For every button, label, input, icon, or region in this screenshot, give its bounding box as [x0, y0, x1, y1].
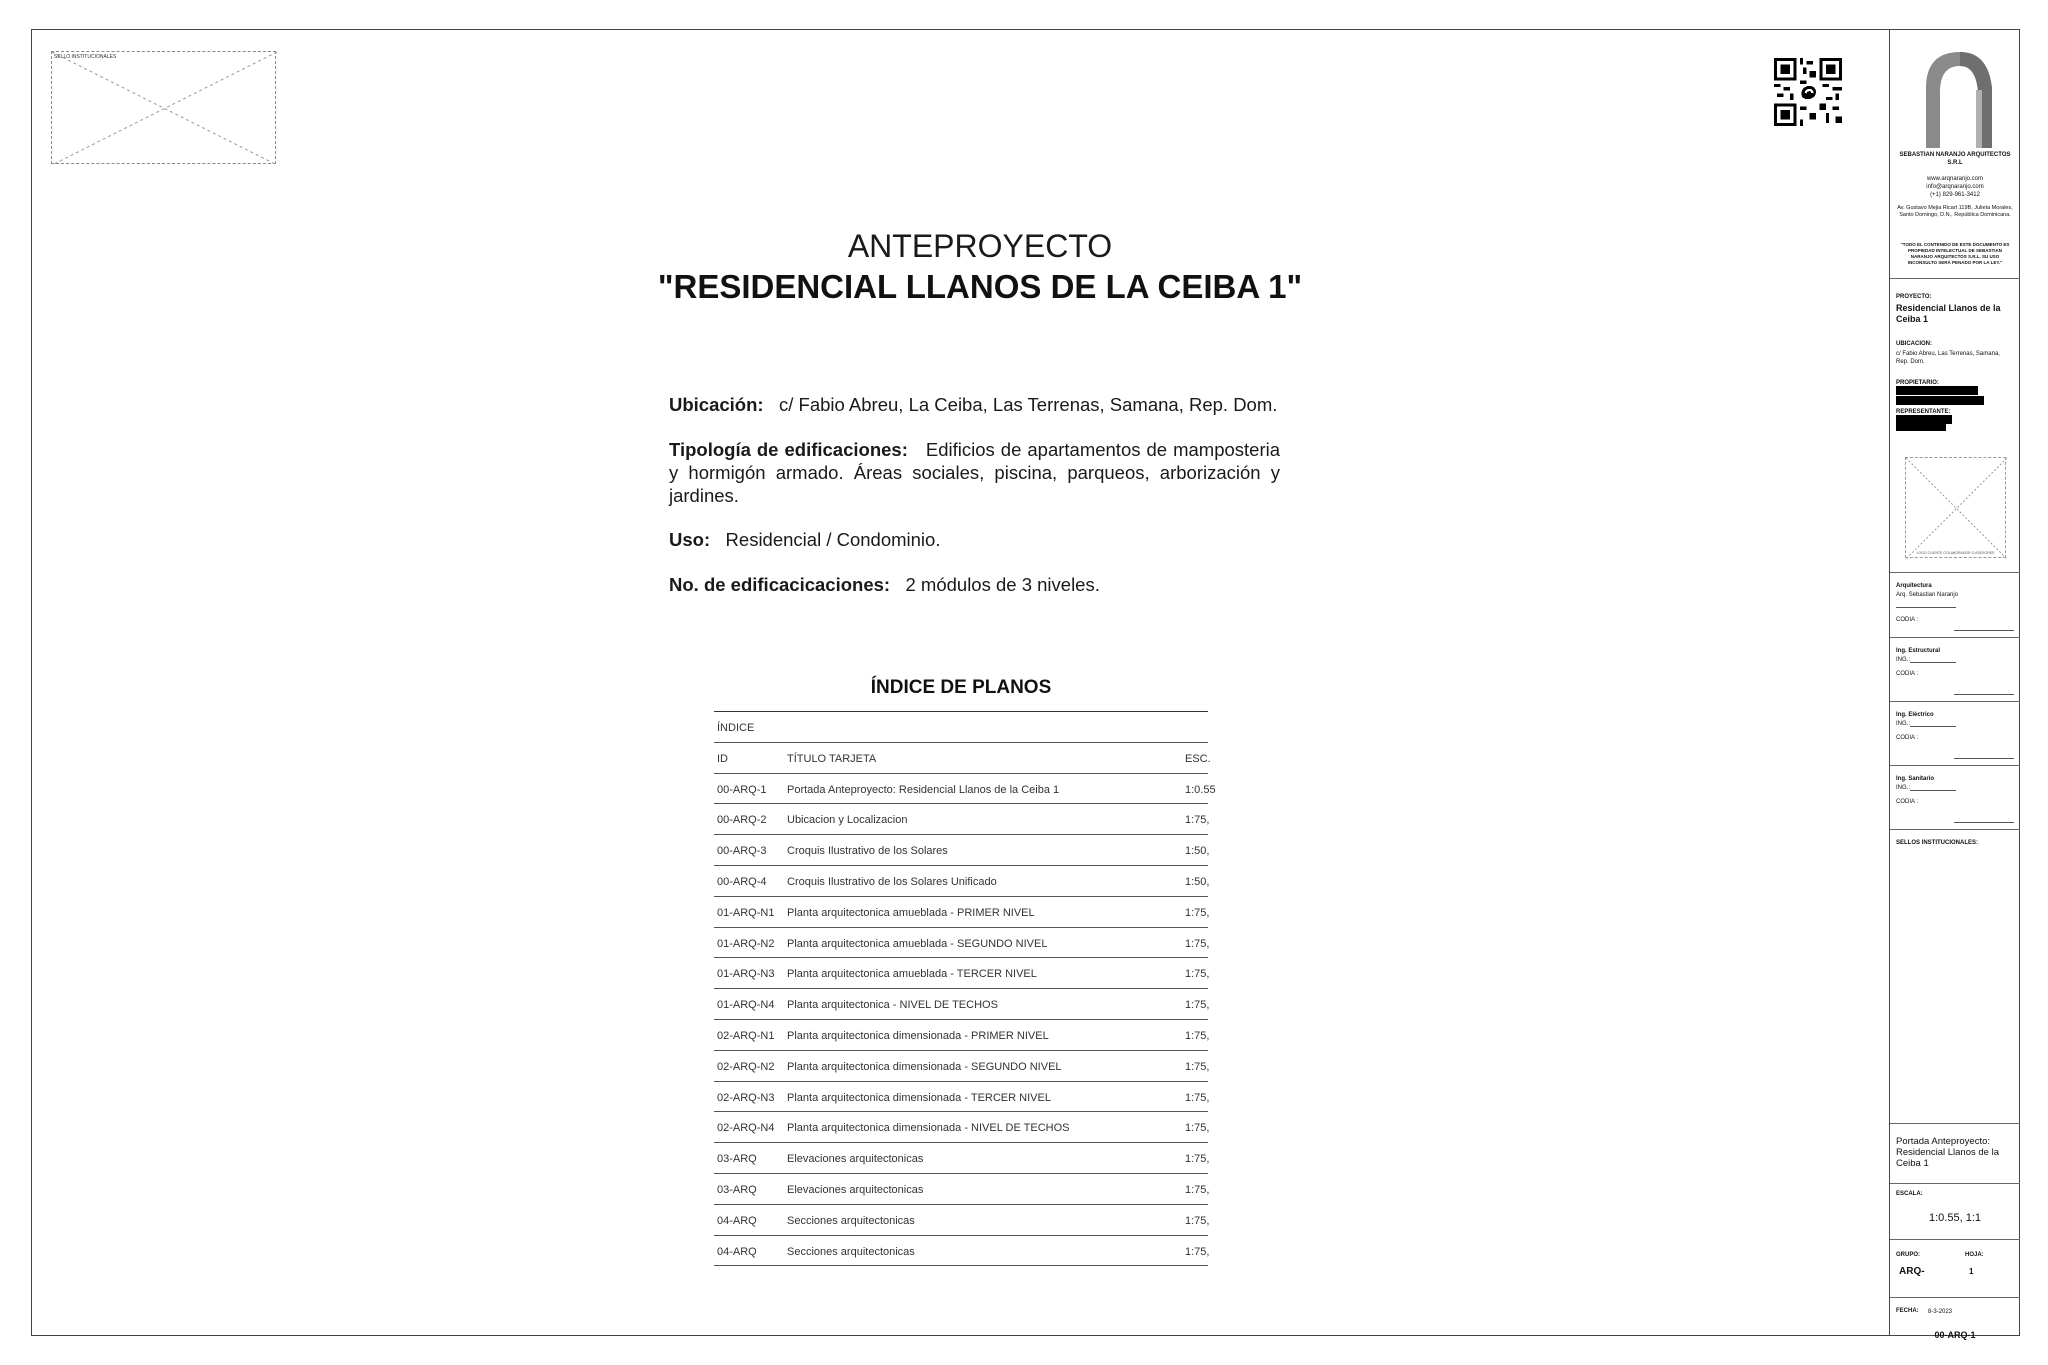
row-titulo: Ubicacion y Localizacion: [787, 814, 908, 827]
escala-label: ESCALA:: [1896, 1191, 1923, 1197]
row-id: 01-ARQ-N1: [717, 906, 775, 919]
firm-section: [1890, 29, 2020, 279]
table-row: [714, 1174, 1208, 1205]
ubicacion-tb-label: UBICACION:: [1896, 341, 1932, 347]
placeholder-cross-icon: [1906, 458, 2007, 559]
ing-line: [1910, 726, 1956, 727]
row-titulo: Croquis Ilustrativo de los Solares Unificado: [787, 875, 997, 888]
table-row: [714, 1020, 1208, 1051]
row-id: 00-ARQ-4: [717, 875, 767, 888]
fecha-section: [1890, 1298, 2020, 1340]
num-label: No. de edificacicaciones:: [669, 574, 891, 595]
qr-code-icon: [1774, 58, 1842, 126]
sheet-number: 00-ARQ-1: [1934, 1330, 1976, 1340]
title-line-2: "RESIDENCIAL LLANOS DE LA CEIBA 1": [657, 268, 1303, 305]
row-titulo: Planta arquitectonica amueblada - SEGUNDO NIVEL: [787, 937, 1048, 950]
project-section: [1890, 279, 2020, 573]
row-titulo: Elevaciones arquitectonicas: [787, 1153, 924, 1166]
row-titulo: Planta arquitectonica amueblada - PRIMER NIVEL: [787, 906, 1035, 919]
escala-value: 1:0.55, 1:1: [1929, 1212, 1981, 1224]
fecha-label: FECHA:: [1896, 1308, 1919, 1314]
codia-label: CODIA :: [1896, 735, 1919, 741]
grupo-label: GRUPO:: [1896, 1252, 1920, 1258]
table-row: [714, 897, 1208, 928]
ing-label: ING.:: [1896, 657, 1911, 663]
table-row: [714, 804, 1208, 835]
redacted-rep-1: [1896, 415, 1952, 424]
firm-phone: (+1) 829-961-3412: [1930, 192, 1980, 198]
row-esc: 1:75,: [1185, 1029, 1210, 1042]
num-value: 2 módulos de 3 niveles.: [905, 574, 1100, 595]
header-titulo: TÍTULO TARJETA: [787, 752, 877, 765]
row-id: 04-ARQ: [717, 1245, 757, 1258]
row-esc: 1:75,: [1185, 1122, 1210, 1135]
codia-label: CODIA :: [1896, 671, 1919, 677]
row-titulo: Planta arquitectonica dimensionada - SEGUNDO NIVEL: [787, 1060, 1062, 1073]
tipologia-label: Tipología de edificaciones:: [669, 439, 908, 460]
table-row: [714, 928, 1208, 959]
row-esc: 1:75,: [1185, 1091, 1210, 1104]
sellos-label: SELLOS INSTITUCIONALES:: [1896, 840, 1979, 846]
table-row: [714, 1143, 1208, 1174]
hoja-value: 1: [1969, 1267, 1974, 1276]
row-esc: 1:75,: [1185, 1183, 1210, 1196]
firm-name: SEBASTIAN NARANJO ARQUITECTOS S.R.L: [1899, 152, 2011, 166]
row-id: 03-ARQ: [717, 1183, 757, 1196]
index-header-row: [714, 743, 1211, 774]
row-titulo: Elevaciones arquitectonicas: [787, 1183, 924, 1196]
row-esc: 1:50,: [1185, 875, 1210, 888]
representante-label: REPRESENTANTE:: [1896, 409, 1951, 415]
sanitario-label: Ing. Sanitario: [1896, 776, 1935, 782]
table-row: [714, 1236, 1208, 1267]
row-esc: 1:75,: [1185, 1214, 1210, 1227]
title-block: [1889, 29, 2020, 1340]
header-id: ID: [717, 752, 728, 765]
row-titulo: Croquis Ilustrativo de los Solares: [787, 845, 948, 858]
row-id: 01-ARQ-N3: [717, 968, 775, 981]
sheet-title-section: [1890, 1124, 2020, 1184]
codia-label: CODIA :: [1896, 799, 1919, 805]
row-titulo: Portada Anteproyecto: Residencial Llanos de la Ceiba 1: [787, 783, 1060, 796]
row-id: 02-ARQ-N3: [717, 1091, 775, 1104]
electrico-label: Ing. Eléctrico: [1896, 712, 1934, 718]
row-id: 03-ARQ: [717, 1153, 757, 1166]
sanitario-section: [1890, 766, 2020, 830]
copyright-notice: "TODO EL CONTENIDO DE ESTE DOCUMENTO ES PROPIEDAD INTELECTUAL DE SEBASTIAN NARANJO ARQUITECTOS S.R.L. SU USO INCONSULTO SERÁ PENADO POR LA LEY.": [1900, 242, 2010, 265]
row-id: 02-ARQ-N2: [717, 1060, 775, 1073]
proyecto-label: PROYECTO:: [1896, 294, 1932, 300]
proyecto-value: Residencial Llanos de la Ceiba 1: [1896, 303, 2001, 324]
row-id: 00-ARQ-1: [717, 783, 767, 796]
uso-label: Uso:: [669, 529, 711, 550]
table-row: [714, 1112, 1208, 1143]
tipologia-value: Edificios de apartamentos de mamposteria y hormigón armado. Áreas sociales, piscina, parqueos, arborización y jardines.: [669, 439, 1281, 506]
arquitectura-section: [1890, 573, 2020, 638]
placeholder-caption: SELLO INSTITUCIONALES: [54, 54, 117, 60]
info-ubicacion: [669, 393, 1280, 416]
table-row: [714, 989, 1208, 1020]
ing-label: ING.:: [1896, 785, 1911, 791]
sellos-section: [1890, 830, 2020, 1124]
row-esc: 1:75,: [1185, 906, 1210, 919]
ing-line: [1910, 790, 1956, 791]
propietario-label: PROPIETARIO:: [1896, 380, 1939, 386]
row-esc: 1:75,: [1185, 999, 1210, 1012]
codia-line: [1954, 822, 2014, 823]
ubicacion-value: c/ Fabio Abreu, La Ceiba, Las Terrenas, Samana, Rep. Dom.: [779, 394, 1278, 415]
fecha-value: 8-3-2023: [1928, 1309, 1953, 1315]
estructural-label: Ing. Estructural: [1896, 648, 1941, 654]
row-id: 02-ARQ-N1: [717, 1029, 775, 1042]
row-titulo: Planta arquitectonica dimensionada - PRIMER NIVEL: [787, 1029, 1049, 1042]
hoja-label: HOJA:: [1965, 1252, 1984, 1258]
row-esc: 1:75,: [1185, 814, 1210, 827]
header-esc: ESC.: [1185, 752, 1211, 765]
escala-section: [1890, 1184, 2020, 1240]
row-titulo: Planta arquitectonica dimensionada - TERCER NIVEL: [787, 1091, 1051, 1104]
index-title: ÍNDICE DE PLANOS: [870, 677, 1052, 698]
row-esc: 1:75,: [1185, 1245, 1210, 1258]
ing-label: ING.:: [1896, 721, 1911, 727]
arquitecto-name: Arq. Sebastian Naranjo: [1896, 592, 1959, 598]
codia-line: [1954, 758, 2014, 759]
row-esc: 1:0.55: [1185, 783, 1216, 796]
redacted-rep-2: [1896, 424, 1946, 431]
row-id: 04-ARQ: [717, 1214, 757, 1227]
row-esc: 1:75,: [1185, 1060, 1210, 1073]
row-titulo: Planta arquitectonica - NIVEL DE TECHOS: [787, 999, 998, 1012]
client-logo-caption: LOGO CLIENTE COLABORADOR O ASESORES: [1916, 551, 1995, 555]
grupo-value: ARQ-: [1899, 1266, 1925, 1277]
index-caption: ÍNDICE: [717, 722, 755, 734]
ubicacion-tb-value: c/ Fabio Abreu, Las Terrenas, Samana, Rep. Dom.: [1896, 351, 2000, 365]
row-titulo: Planta arquitectonica amueblada - TERCER NIVEL: [787, 968, 1037, 981]
title-line-1: ANTEPROYECTO: [847, 228, 1113, 264]
info-uso: [669, 528, 1280, 551]
row-id: 02-ARQ-N4: [717, 1122, 775, 1135]
row-id: 00-ARQ-2: [717, 814, 767, 827]
sheet-title: Portada Anteproyecto: Residencial Llanos de la Ceiba 1: [1896, 1136, 1999, 1169]
uso-value: Residencial / Condominio.: [725, 529, 941, 550]
table-row: [714, 958, 1208, 989]
row-esc: 1:75,: [1185, 1153, 1210, 1166]
institutional-logo-placeholder: [51, 51, 276, 164]
index-caption-row: [714, 712, 1208, 743]
row-id: 01-ARQ-N2: [717, 937, 775, 950]
codia-label: CODIA :: [1896, 617, 1919, 623]
row-id: 00-ARQ-3: [717, 845, 767, 858]
row-titulo: Secciones arquitectonicas: [787, 1214, 915, 1227]
estructural-section: [1890, 638, 2020, 702]
codia-line: [1954, 694, 2014, 695]
redacted-owner-1: [1896, 386, 1978, 395]
row-esc: 1:75,: [1185, 968, 1210, 981]
row-titulo: Planta arquitectonica dimensionada - NIVEL DE TECHOS: [787, 1122, 1070, 1135]
row-esc: 1:75,: [1185, 937, 1210, 950]
codia-line: [1954, 630, 2014, 631]
table-row: [714, 1205, 1208, 1236]
signature-line: [1896, 607, 1956, 608]
table-row: [714, 866, 1208, 897]
row-esc: 1:50,: [1185, 845, 1210, 858]
table-row: [714, 835, 1208, 866]
info-num-edificaciones: [669, 573, 1280, 596]
placeholder-cross-icon: [52, 52, 277, 165]
firm-web: www.arqnaranjo.com: [1926, 176, 1984, 182]
arquitectura-label: Arquitectura: [1896, 583, 1932, 589]
row-id: 01-ARQ-N4: [717, 999, 775, 1012]
table-row: [714, 1082, 1208, 1113]
row-titulo: Secciones arquitectonicas: [787, 1245, 915, 1258]
electrico-section: [1890, 702, 2020, 766]
index-table: [714, 711, 1216, 1266]
firm-logo-icon: [1922, 48, 1992, 148]
redacted-owner-2: [1896, 396, 1984, 405]
firm-address: Av. Gustavo Mejia Ricart 119B, Julieta Morales, Santo Domingo, D.N., República Dominicana.: [1897, 205, 2013, 218]
table-row: [714, 1051, 1208, 1082]
firm-email: info@arqnaranjo.com: [1926, 184, 1984, 190]
ing-line: [1910, 662, 1956, 663]
table-row: [714, 774, 1216, 805]
info-tipologia: [669, 438, 1280, 507]
grupo-hoja-section: [1890, 1240, 2020, 1298]
ubicacion-label: Ubicación:: [669, 394, 764, 415]
client-logo-placeholder: [1905, 457, 2006, 558]
